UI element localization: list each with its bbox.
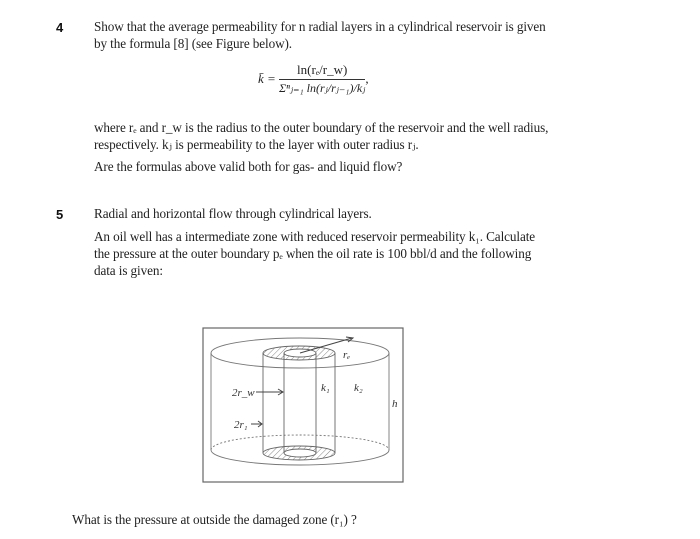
q4-text-line: Are the formulas above valid both for gas- and liquid flow? (94, 159, 403, 174)
q4-text-line: respectively. kⱼ is permeability to the layer with outer radius rⱼ. (94, 137, 419, 152)
formula-trail: , (365, 71, 369, 86)
q5-text-line: Radial and horizontal flow through cylindrical layers. (94, 206, 372, 221)
k1-label: k₁ (321, 382, 330, 394)
q5-question: What is the pressure at outside the damaged zone (r₁) ? (72, 512, 357, 527)
2rw-label: 2r_w (232, 387, 255, 399)
q4-text-line: by the formula [8] (see Figure below). (94, 36, 292, 51)
formula-denominator: Σⁿⱼ₌₁ ln(rⱼ/rⱼ₋₁)/kⱼ (279, 81, 366, 95)
q4-text-line: where rₑ and r_w is the radius to the outer boundary of the reservoir and the well radius, (94, 120, 549, 135)
q5-text-line: An oil well has a intermediate zone with reduced reservoir permeability k₁. Calculate (94, 229, 536, 244)
2r1-label: 2r₁ (234, 419, 248, 431)
damaged-zone-cylinder (263, 346, 335, 460)
k2-label: k₂ (354, 382, 363, 394)
q4-text-line: Show that the average permeability for n radial layers in a cylindrical reservoir is given (94, 19, 546, 34)
h-label: h (392, 398, 398, 410)
wellbore-cylinder (284, 349, 316, 457)
question-number-5: 5 (56, 207, 64, 222)
question-number-4: 4 (56, 20, 64, 35)
formula-lhs: k̄ = (258, 71, 276, 86)
re-label: rₑ (343, 349, 351, 361)
q5-text-line: data is given: (94, 263, 163, 278)
formula-numerator: ln(rₑ/r_w) (279, 62, 365, 80)
q5-text-line: the pressure at the outer boundary pₑ when the oil rate is 100 bbl/d and the following (94, 246, 532, 261)
